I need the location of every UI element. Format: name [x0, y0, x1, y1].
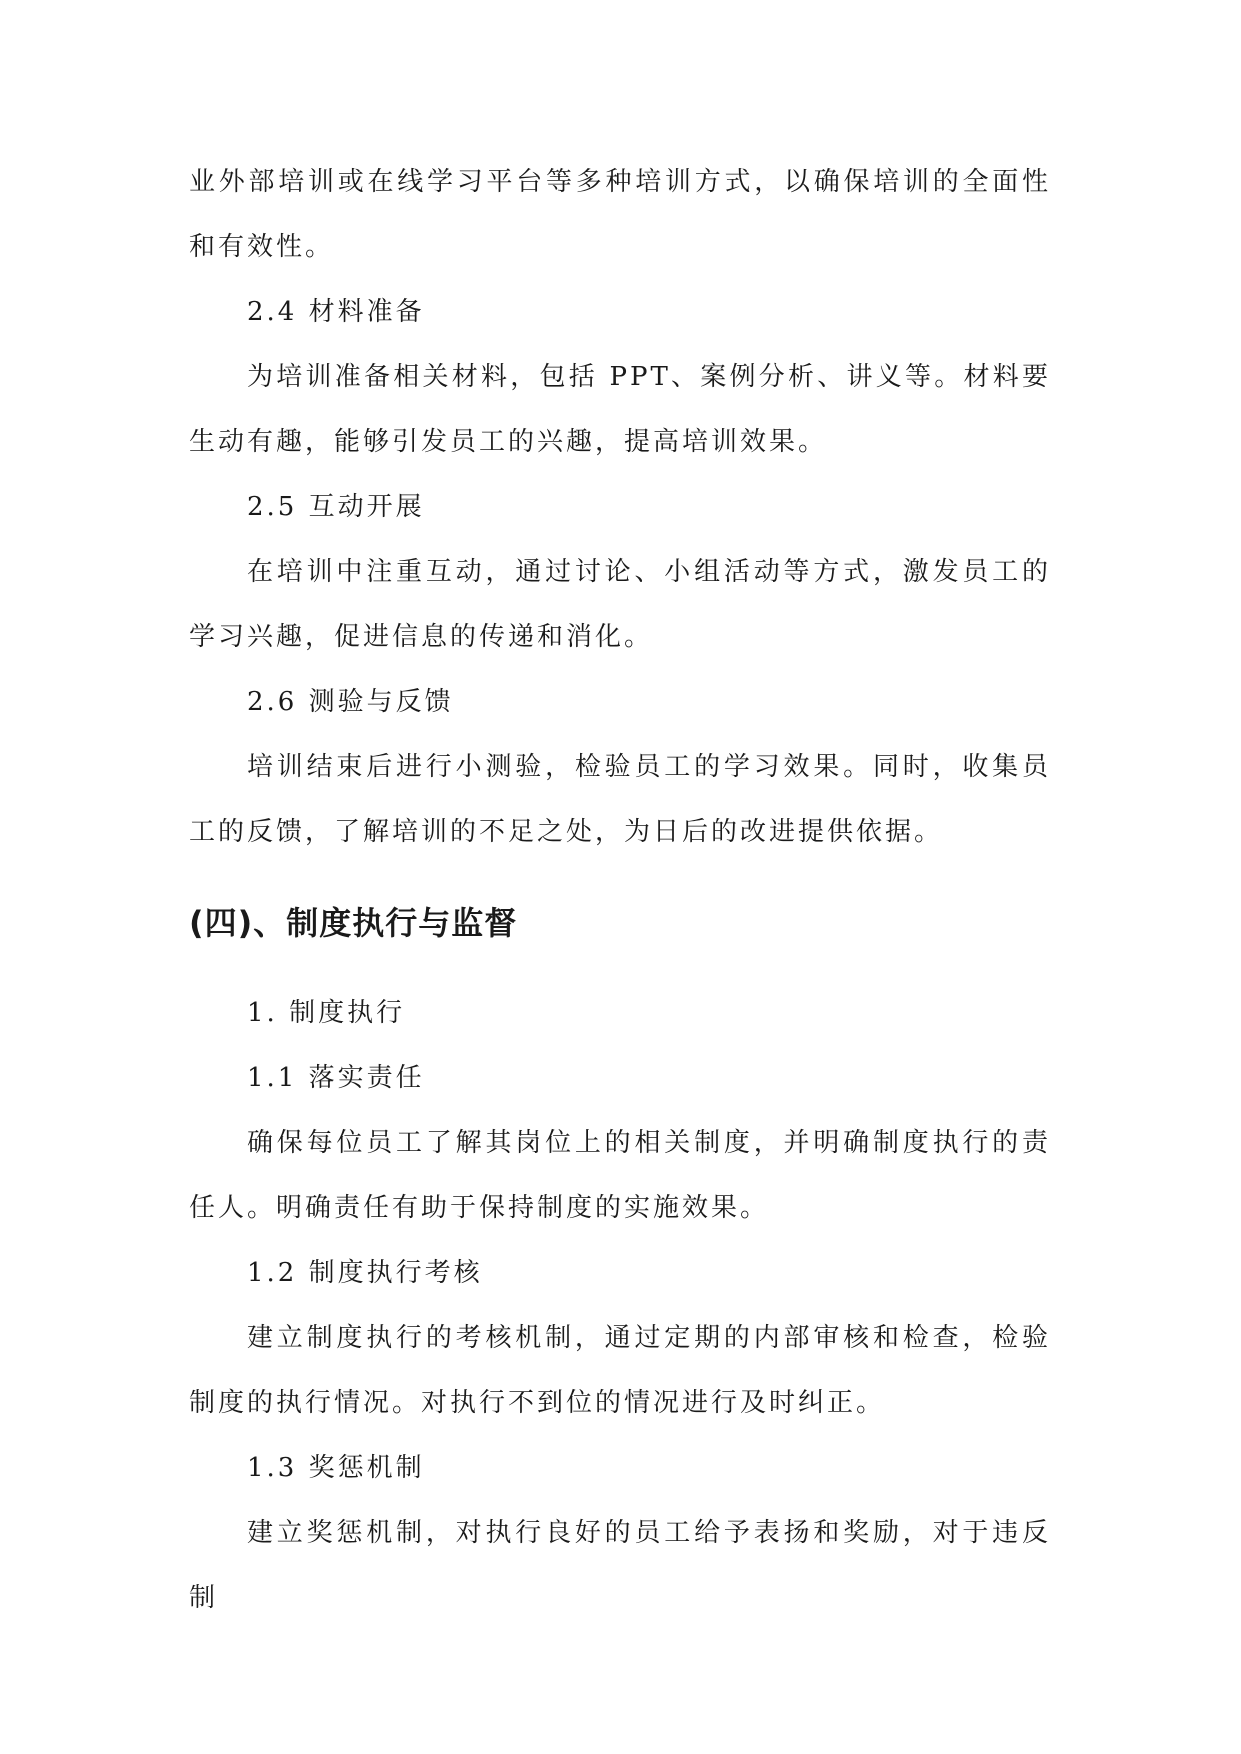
subsection-2-5-title: 2.5 互动开展 — [247, 492, 425, 522]
paragraph-responsibility: 确保每位员工了解其岗位上的相关制度，并明确制度执行的责任人。明确责任有助于保持制度的实施效果。 — [189, 1128, 1051, 1223]
subsection-2-6-title: 2.6 测验与反馈 — [247, 687, 454, 717]
paragraph-training-methods: 业外部培训或在线学习平台等多种培训方式，以确保培训的全面性和有效性。 — [189, 167, 1051, 262]
paragraph-materials: 为培训准备相关材料，包括 PPT、案例分析、讲义等。材料要生动有趣，能够引发员工的兴趣，提高培训效果。 — [189, 362, 1051, 457]
paragraph-assessment: 建立制度执行的考核机制，通过定期的内部审核和检查，检验制度的执行情况。对执行不到位的情况进行及时纠正。 — [189, 1323, 1051, 1418]
subsection-1-1-title: 1.1 落实责任 — [247, 1063, 425, 1093]
section-heading-4: (四)、制度执行与监督 — [189, 904, 518, 942]
subsection-1-title: 1. 制度执行 — [247, 998, 406, 1028]
paragraph-reward-punishment: 建立奖惩机制，对执行良好的员工给予表扬和奖励，对于违反制 — [189, 1518, 1051, 1613]
subsection-1-2-title: 1.2 制度执行考核 — [247, 1258, 483, 1288]
paragraph-quiz-feedback: 培训结束后进行小测验，检验员工的学习效果。同时，收集员工的反馈，了解培训的不足之处，为日后的改进提供依据。 — [189, 752, 1051, 847]
document-page — [189, 150, 1051, 1631]
subsection-2-4-title: 2.4 材料准备 — [247, 297, 425, 327]
subsection-1-3-title: 1.3 奖惩机制 — [247, 1453, 425, 1483]
paragraph-interaction: 在培训中注重互动，通过讨论、小组活动等方式，激发员工的学习兴趣，促进信息的传递和消化。 — [189, 557, 1051, 652]
